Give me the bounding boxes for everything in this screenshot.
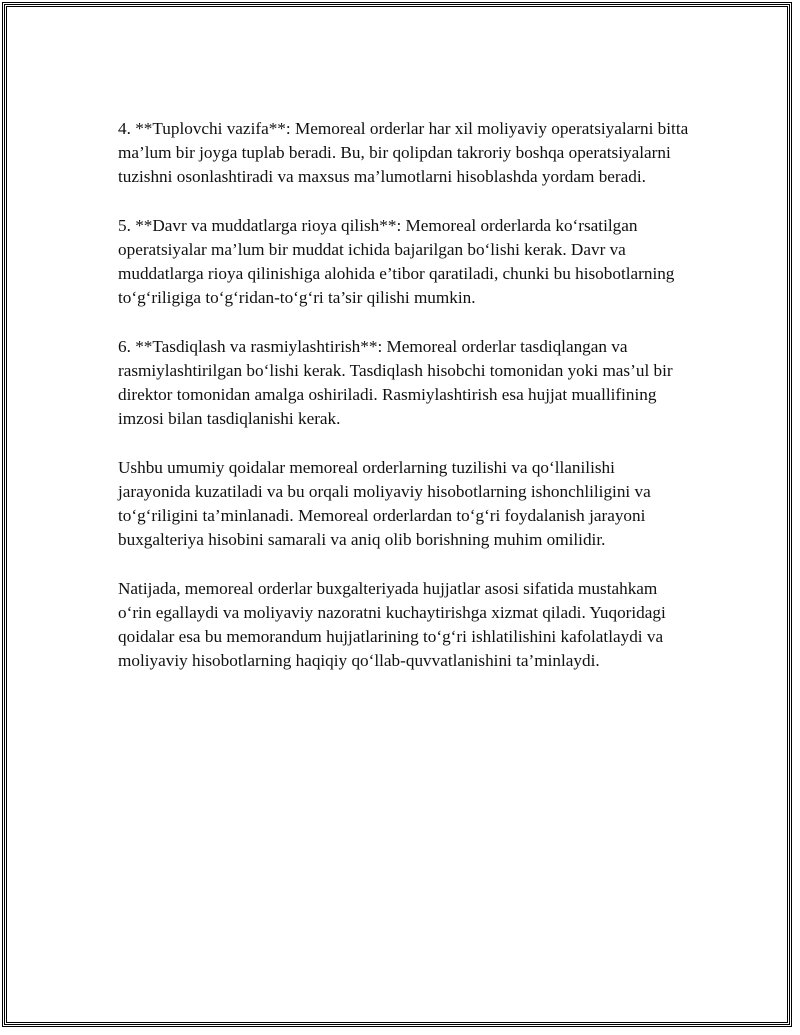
document-body bbox=[118, 117, 690, 698]
paragraph-natijada: Natijada, memoreal orderlar buxgalteriyada hujjatlar asosi sifatida mustahkam o‘rin egallaydi va moliyaviy nazoratni kuchaytirishga xizmat qiladi. Yuqoridagi qoidalar esa bu memorandum hujjatlarining to‘g‘ri ishlatilishini kafolatlaydi va moliyaviy hisobotlarning haqiqiy qo‘llab-quvvatlanishini ta’minlaydi. bbox=[118, 578, 666, 671]
paragraph-davr-va-muddatlar: 5. **Davr va muddatlarga rioya qilish**: Memoreal orderlarda ko‘rsatilgan operatsiyalar ma’lum bir muddat ichida bajarilgan bo‘lishi kerak. Davr va muddatlarga rioya qilinishiga alohida e’tibor qaratiladi, chunki bu hisobotlarning to‘g‘riligiga to‘g‘ridan-to‘g‘ri ta’sir qilishi mumkin. bbox=[118, 215, 675, 308]
paragraph-tuplovchi-vazifa: 4. **Tuplovchi vazifa**: Memoreal orderlar har xil moliyaviy operatsiyalarni bitta ma’lum bir joyga tuplab beradi. Bu, bir qolipdan takroriy boshqa operatsiyalarni tuzishni osonlashtiradi va maxsus ma’lumotlarni hisoblashda yordam beradi. bbox=[118, 119, 689, 187]
paragraph-tasdiqlash: 6. **Tasdiqlash va rasmiylashtirish**: Memoreal orderlar tasdiqlangan va rasmiylashtirilgan bo‘lishi kerak. Tasdiqlash hisobchi tomonidan yoki mas’ul bir direktor tomonidan amalga oshiriladi. Rasmiylashtirish esa hujjat muallifining imzosi bilan tasdiqlanishi kerak. bbox=[118, 336, 673, 429]
paragraph-umumiy-qoidalar: Ushbu umumiy qoidalar memoreal orderlarning tuzilishi va qo‘llanilishi jarayonida kuzatiladi va bu orqali moliyaviy hisobotlarning ishonchliligini va to‘g‘riligini ta’minlanadi. Memoreal orderlardan to‘g‘ri foydalanish jarayoni buxgalteriya hisobini samarali va aniq olib borishning muhim omilidir. bbox=[118, 457, 651, 550]
